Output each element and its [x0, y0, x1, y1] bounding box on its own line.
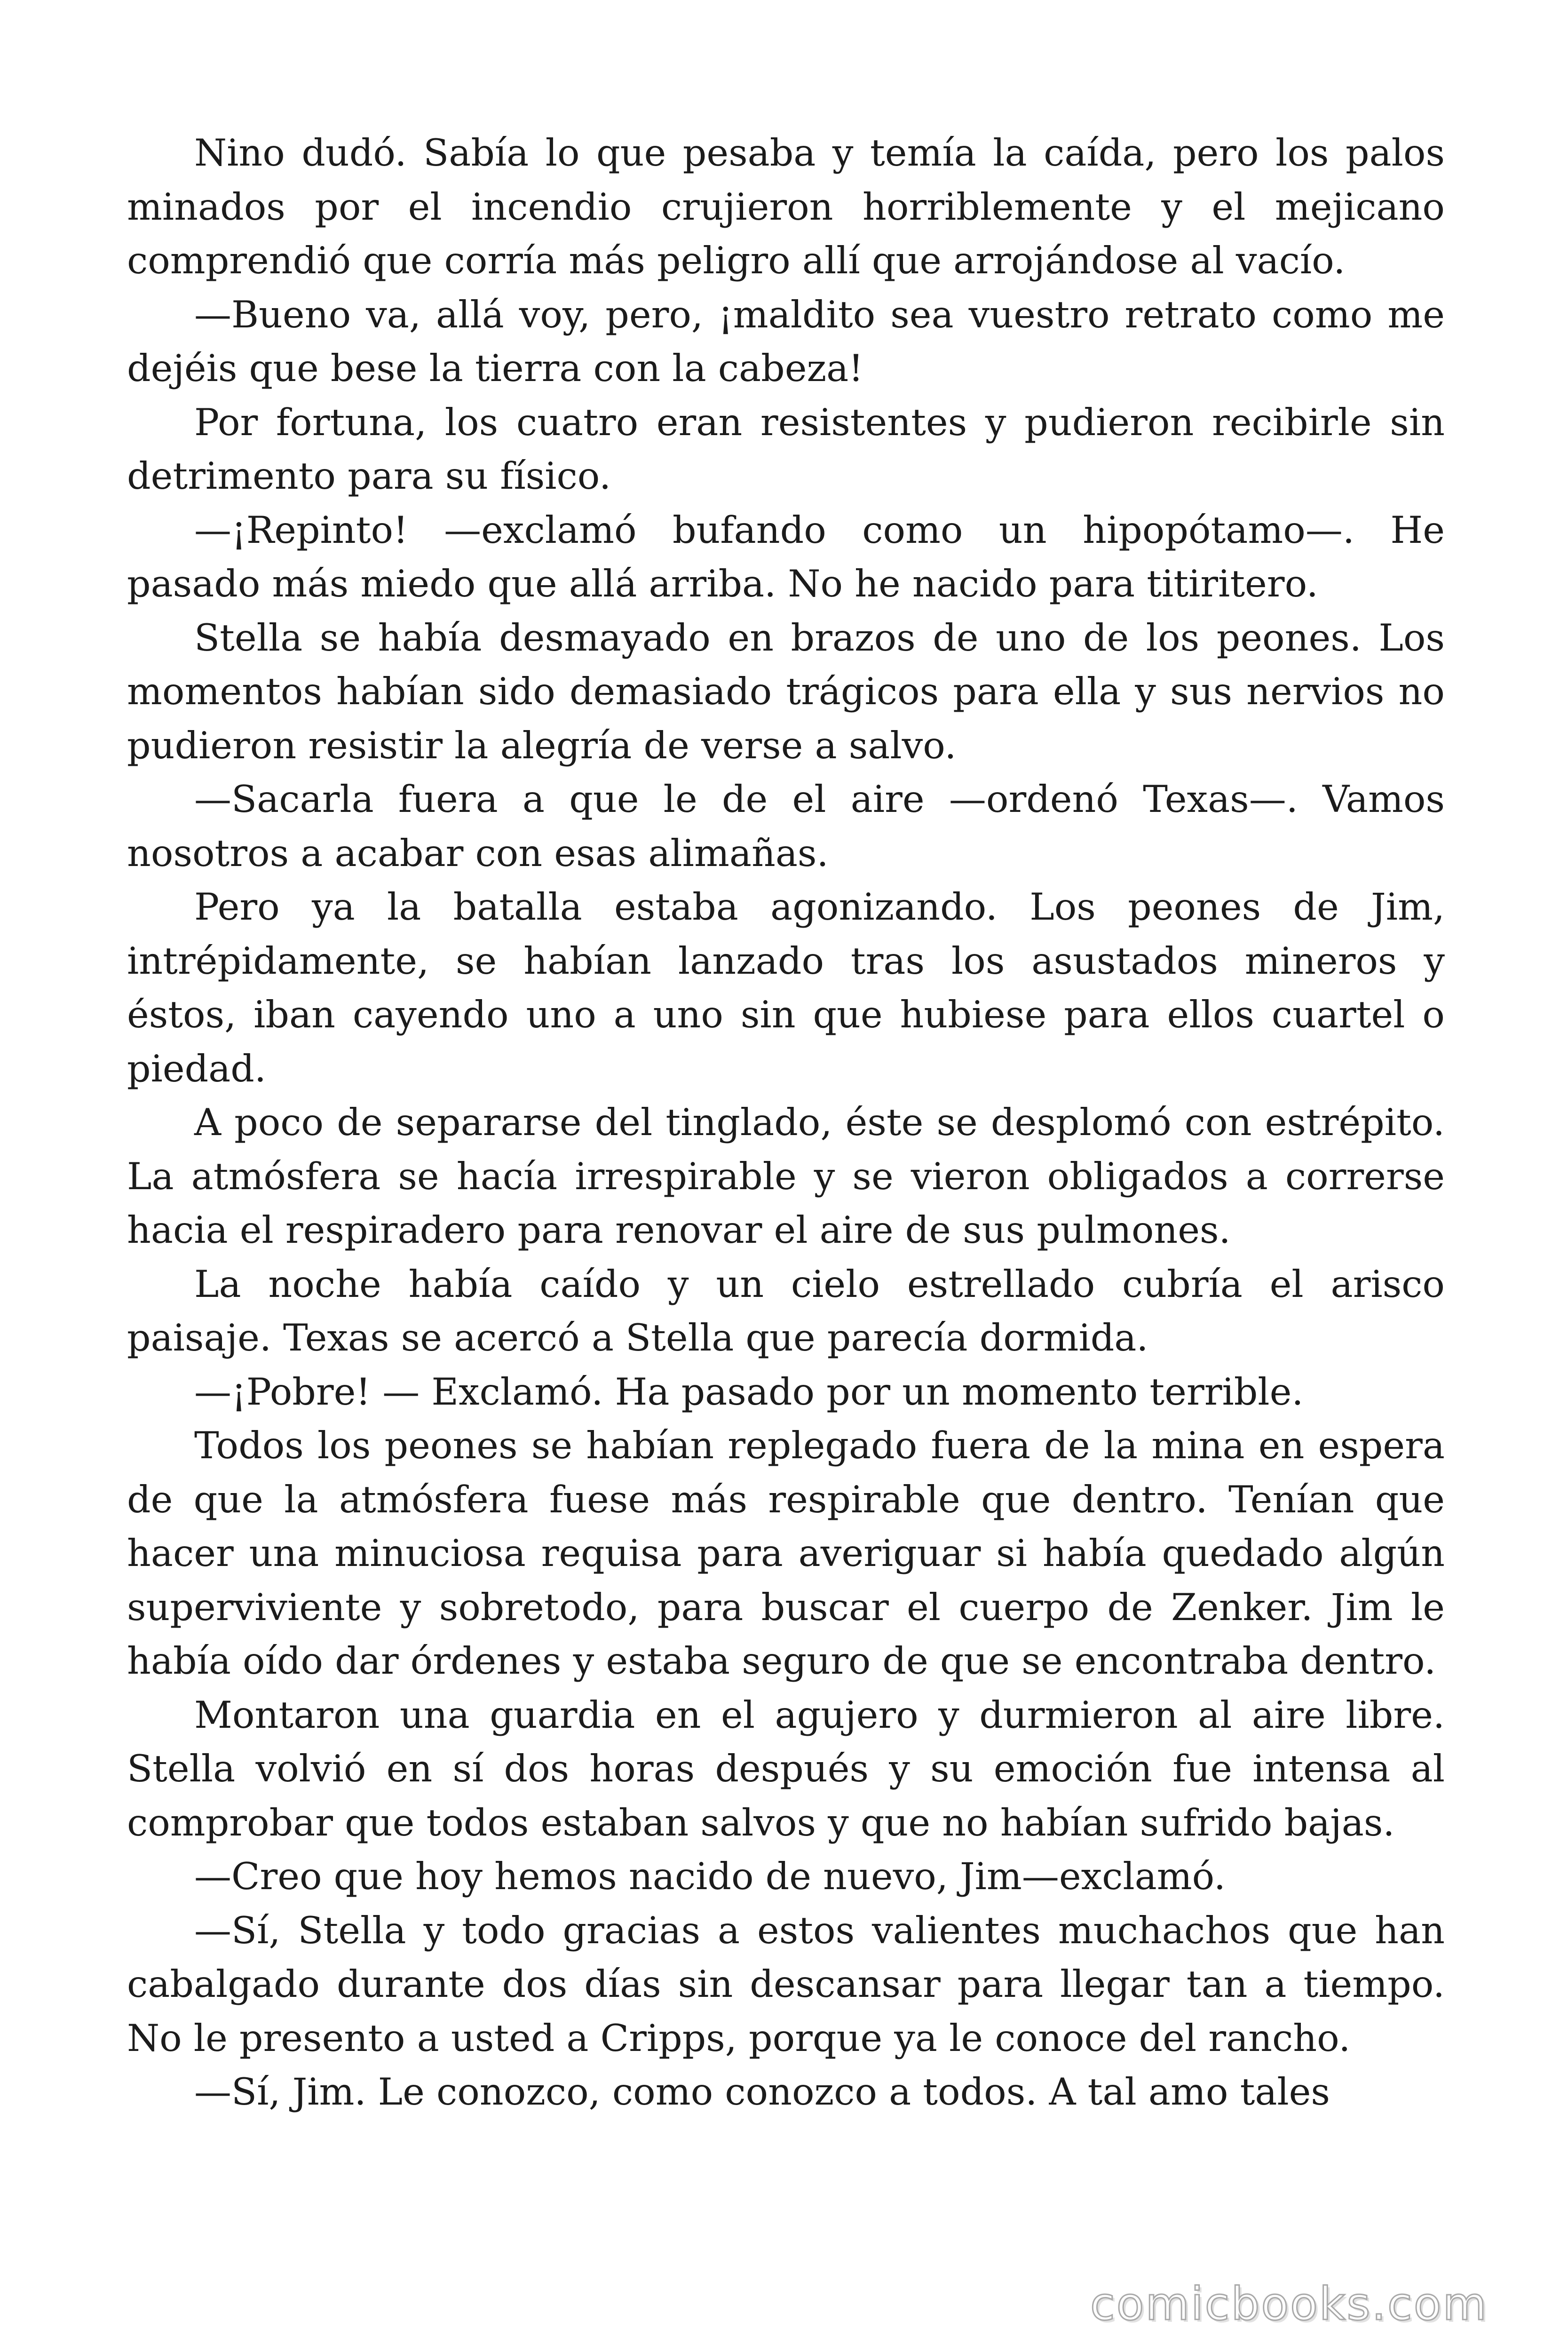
paragraph: A poco de separarse del tinglado, éste se desplomó con estrépito. La atmósfera se hacía irrespirable y se vieron obligados a correrse hacia el respiradero para renovar el aire de sus pulmones.	[127, 1101, 1445, 1252]
paragraph: La noche había caído y un cielo estrellado cubría el arisco paisaje. Texas se acercó a Stella que parecía dormida.	[127, 1262, 1445, 1359]
paragraph: —¡Pobre! — Exclamó. Ha pasado por un momento terrible.	[194, 1370, 1304, 1414]
paragraph: Stella se había desmayado en brazos de uno de los peones. Los momentos habían sido demasiado trágicos para ella y sus nervios no pudieron resistir la alegría de verse a salvo.	[127, 616, 1445, 767]
page-text	[127, 126, 1445, 2119]
paragraph: Nino dudó. Sabía lo que pesaba y temía la caída, pero los palos minados por el incendio crujieron horriblemente y el mejicano comprendió que corría más peligro allí que arrojándose al vacío.	[127, 131, 1445, 282]
paragraph: —Sí, Jim. Le conozco, como conozco a todos. A tal amo tales	[194, 2070, 1330, 2114]
paragraph: —Creo que hoy hemos nacido de nuevo, Jim—exclamó.	[194, 1855, 1226, 1898]
watermark: comicbooks.com	[1090, 2278, 1488, 2330]
paragraph: Por fortuna, los cuatro eran resistentes y pudieron recibirle sin detrimento para su físico.	[127, 400, 1445, 498]
paragraph: —Sacarla fuera a que le de el aire —ordenó Texas—. Vamos nosotros a acabar con esas alimañas.	[127, 778, 1445, 875]
paragraph: —Bueno va, allá voy, pero, ¡maldito sea vuestro retrato como me dejéis que bese la tierra con la cabeza!	[127, 293, 1445, 390]
paragraph: Montaron una guardia en el agujero y durmieron al aire libre. Stella volvió en sí dos horas después y su emoción fue intensa al comprobar que todos estaban salvos y que no habían sufrido bajas.	[127, 1693, 1445, 1844]
paragraph: Todos los peones se habían replegado fuera de la mina en espera de que la atmósfera fuese más respirable que dentro. Tenían que hacer una minuciosa requisa para averiguar si había quedado algún superviviente y sobretodo, para buscar el cuerpo de Zenker. Jim le había oído dar órdenes y estaba seguro de que se encontraba dentro.	[127, 1424, 1445, 1683]
paragraph: Pero ya la batalla estaba agonizando. Los peones de Jim, intrépidamente, se habían lanzado tras los asustados mineros y éstos, iban cayendo uno a uno sin que hubiese para ellos cuartel o piedad.	[127, 885, 1445, 1090]
paragraph: —¡Repinto! —exclamó bufando como un hipopótamo—. He pasado más miedo que allá arriba. No he nacido para titiritero.	[127, 508, 1445, 605]
paragraph: —Sí, Stella y todo gracias a estos valientes muchachos que han cabalgado durante dos días sin descansar para llegar tan a tiempo. No le presento a usted a Cripps, porque ya le conoce del rancho.	[127, 1908, 1445, 2060]
